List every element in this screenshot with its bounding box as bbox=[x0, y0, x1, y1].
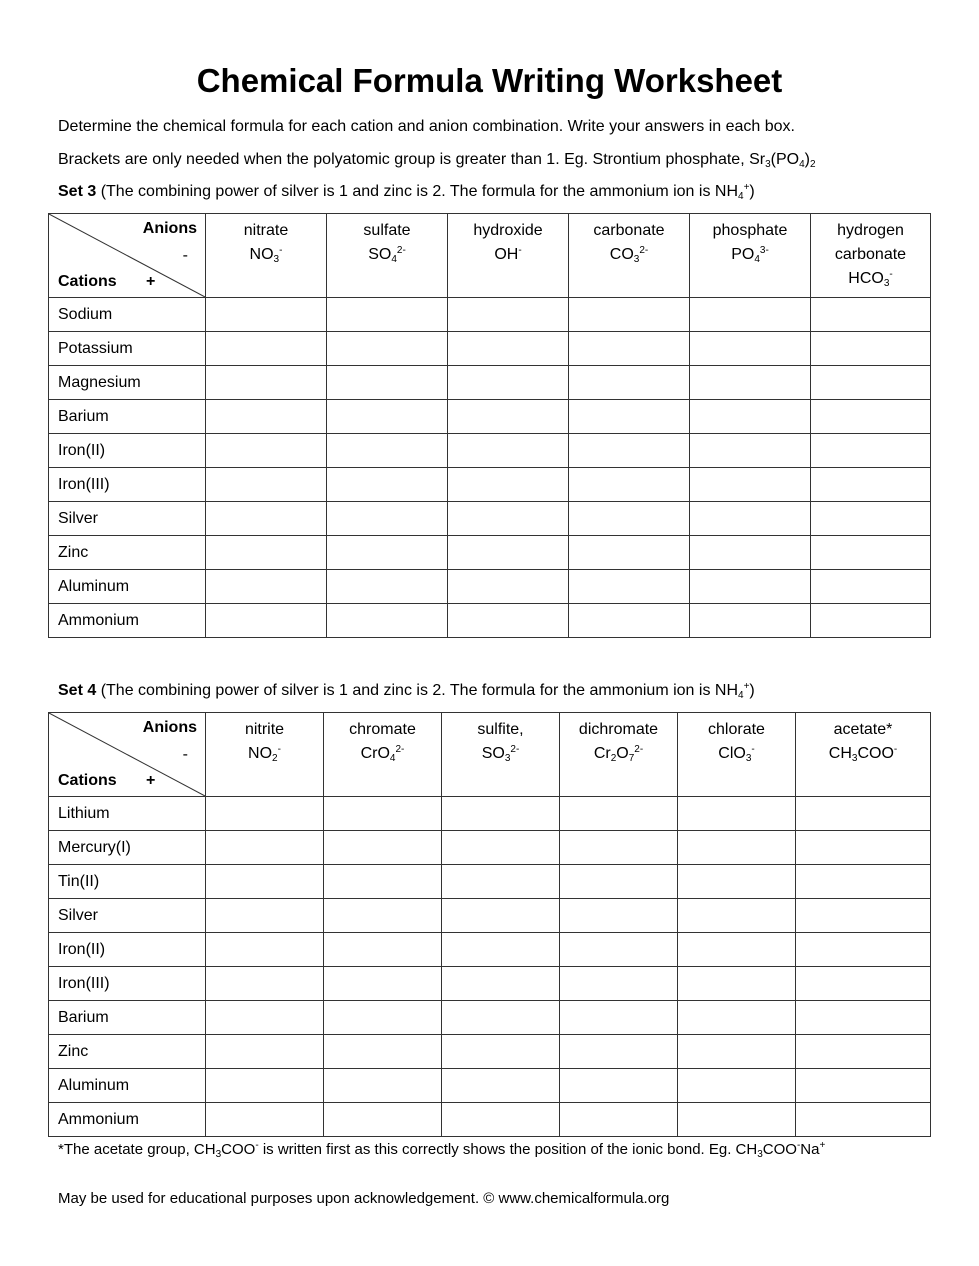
footnote-text: COO bbox=[762, 1141, 797, 1158]
formula-text: SO bbox=[368, 246, 392, 263]
table-row bbox=[49, 502, 931, 536]
anion-header bbox=[442, 713, 560, 797]
table-row bbox=[49, 434, 931, 468]
answer-box[interactable] bbox=[690, 366, 811, 400]
subscript: 4 bbox=[754, 254, 760, 265]
anion-header bbox=[678, 713, 796, 797]
cation-label: Zinc bbox=[49, 536, 206, 570]
set3-note-end: ) bbox=[749, 183, 755, 200]
answer-box[interactable] bbox=[327, 298, 448, 332]
answer-box[interactable] bbox=[690, 332, 811, 366]
answer-box[interactable] bbox=[811, 400, 931, 434]
charge-superscript: 3- bbox=[759, 245, 769, 256]
acetate-footnote bbox=[58, 1140, 825, 1160]
answer-box[interactable] bbox=[206, 865, 324, 899]
answer-box[interactable] bbox=[327, 434, 448, 468]
anion-formula bbox=[324, 742, 441, 766]
answer-box[interactable] bbox=[796, 899, 931, 933]
subscript: 2 bbox=[272, 753, 278, 764]
superscript: + bbox=[819, 1140, 826, 1151]
anion-formula bbox=[678, 742, 795, 766]
answer-box[interactable] bbox=[796, 797, 931, 831]
cation-label: Tin(II) bbox=[49, 865, 206, 899]
answer-box[interactable] bbox=[206, 1069, 324, 1103]
table-row bbox=[49, 298, 931, 332]
answer-box[interactable] bbox=[327, 570, 448, 604]
answer-box[interactable] bbox=[324, 967, 442, 1001]
answer-box[interactable] bbox=[560, 1069, 678, 1103]
formula-text: CrO bbox=[360, 745, 390, 762]
answer-box[interactable] bbox=[560, 933, 678, 967]
answer-box[interactable] bbox=[796, 831, 931, 865]
footnote-text: COO bbox=[221, 1141, 256, 1158]
answer-box[interactable] bbox=[569, 400, 690, 434]
answer-box[interactable] bbox=[206, 468, 327, 502]
answer-box[interactable] bbox=[327, 400, 448, 434]
answer-box[interactable] bbox=[448, 332, 569, 366]
charge-superscript: 2- bbox=[510, 744, 520, 755]
anion-header bbox=[324, 713, 442, 797]
answer-box[interactable] bbox=[678, 899, 796, 933]
answer-box[interactable] bbox=[690, 604, 811, 638]
charge-superscript: - bbox=[277, 744, 281, 755]
answer-box[interactable] bbox=[324, 1103, 442, 1137]
anion-name: sulfate bbox=[363, 222, 411, 239]
answer-box[interactable] bbox=[324, 831, 442, 865]
answer-box[interactable] bbox=[690, 400, 811, 434]
anion-name: sulfite, bbox=[477, 721, 524, 738]
table-row bbox=[49, 1035, 931, 1069]
answer-box[interactable] bbox=[324, 1035, 442, 1069]
answer-box[interactable] bbox=[206, 1103, 324, 1137]
anion-name: chromate bbox=[349, 721, 416, 738]
anion-header bbox=[327, 214, 448, 298]
set4-note: (The combining power of silver is 1 and zinc is 2. The formula for the ammonium ion is NH bbox=[96, 682, 738, 699]
answer-box[interactable] bbox=[206, 298, 327, 332]
answer-box[interactable] bbox=[327, 536, 448, 570]
answer-box[interactable] bbox=[442, 1035, 560, 1069]
cation-label: Barium bbox=[49, 400, 206, 434]
anion-name: hydroxide bbox=[473, 222, 543, 239]
answer-box[interactable] bbox=[796, 865, 931, 899]
anions-heading: Anions bbox=[142, 719, 197, 736]
answer-box[interactable] bbox=[690, 570, 811, 604]
answer-box[interactable] bbox=[442, 1103, 560, 1137]
answer-box[interactable] bbox=[811, 570, 931, 604]
answer-box[interactable] bbox=[448, 400, 569, 434]
answer-box[interactable] bbox=[811, 604, 931, 638]
answer-box[interactable] bbox=[678, 797, 796, 831]
answer-box[interactable] bbox=[327, 502, 448, 536]
cation-label: Iron(III) bbox=[49, 967, 206, 1001]
answer-box[interactable] bbox=[206, 967, 324, 1001]
answer-box[interactable] bbox=[678, 831, 796, 865]
subscript: 2 bbox=[610, 753, 617, 764]
answer-box[interactable] bbox=[569, 332, 690, 366]
charge-superscript: - bbox=[518, 245, 522, 256]
anion-header bbox=[206, 214, 327, 298]
answer-box[interactable] bbox=[569, 604, 690, 638]
subscript: 4 bbox=[738, 690, 744, 701]
cation-label: Sodium bbox=[49, 298, 206, 332]
page-title: Chemical Formula Writing Worksheet bbox=[196, 62, 783, 99]
answer-box[interactable] bbox=[796, 1035, 931, 1069]
answer-box[interactable] bbox=[569, 366, 690, 400]
instructions-line-1: Determine the chemical formula for each cation and anion combination. Write your answers in each box. bbox=[58, 118, 795, 135]
anion-formula bbox=[206, 742, 323, 766]
table-row bbox=[49, 1069, 931, 1103]
answer-box[interactable] bbox=[560, 967, 678, 1001]
anion-formula bbox=[811, 267, 930, 291]
table-row bbox=[49, 831, 931, 865]
set3-heading bbox=[58, 182, 755, 202]
answer-box[interactable] bbox=[560, 797, 678, 831]
answer-box[interactable] bbox=[560, 865, 678, 899]
cation-label: Ammonium bbox=[49, 1103, 206, 1137]
answer-box[interactable] bbox=[324, 1001, 442, 1035]
answer-box[interactable] bbox=[811, 502, 931, 536]
instructions-line-2-text: Brackets are only needed when the polyatomic group is greater than 1. Eg. Strontium phosphate, Sr bbox=[58, 151, 766, 168]
copyright-footer: May be used for educational purposes upon acknowledgement. © www.chemicalformula.org bbox=[58, 1190, 670, 1207]
table-row bbox=[49, 899, 931, 933]
formula-text: (PO bbox=[770, 151, 800, 168]
anion-sign: - bbox=[182, 746, 188, 763]
table-row bbox=[49, 400, 931, 434]
answer-box[interactable] bbox=[448, 604, 569, 638]
answer-box[interactable] bbox=[206, 400, 327, 434]
anion-name: carbonate bbox=[593, 222, 665, 239]
anion-header bbox=[569, 214, 690, 298]
charge-superscript: 2- bbox=[396, 245, 406, 256]
answer-box[interactable] bbox=[811, 468, 931, 502]
answer-box[interactable] bbox=[442, 831, 560, 865]
charge-superscript: - bbox=[889, 269, 893, 280]
answer-box[interactable] bbox=[442, 933, 560, 967]
answer-box[interactable] bbox=[796, 1001, 931, 1035]
answer-box[interactable] bbox=[678, 967, 796, 1001]
answer-box[interactable] bbox=[442, 865, 560, 899]
set4-note-end: ) bbox=[749, 682, 755, 699]
subscript: 7 bbox=[628, 753, 635, 764]
anion-formula bbox=[442, 742, 559, 766]
cation-sign: + bbox=[146, 273, 156, 290]
subscript: 3 bbox=[633, 254, 640, 265]
answer-box[interactable] bbox=[560, 831, 678, 865]
answer-box[interactable] bbox=[206, 899, 324, 933]
subscript: 4 bbox=[799, 159, 805, 170]
answer-box[interactable] bbox=[569, 434, 690, 468]
answer-box[interactable] bbox=[796, 933, 931, 967]
subscript: 3 bbox=[765, 159, 771, 170]
formula-text: O bbox=[616, 745, 629, 762]
table-row bbox=[49, 366, 931, 400]
answer-box[interactable] bbox=[448, 298, 569, 332]
answer-box[interactable] bbox=[811, 434, 931, 468]
footnote-text: is written first as this correctly shows the position of the ionic bond. Eg. CH bbox=[258, 1141, 758, 1158]
answer-box[interactable] bbox=[327, 604, 448, 638]
formula-text: COO bbox=[857, 745, 894, 762]
charge-superscript: 2- bbox=[395, 744, 405, 755]
header-row bbox=[49, 214, 931, 298]
header-row bbox=[49, 713, 931, 797]
footnote-text: Na bbox=[800, 1141, 820, 1158]
anion-sign: - bbox=[182, 247, 188, 264]
cation-label: Silver bbox=[49, 502, 206, 536]
superscript: - bbox=[255, 1140, 259, 1151]
answer-box[interactable] bbox=[448, 366, 569, 400]
answer-box[interactable] bbox=[442, 967, 560, 1001]
subscript: 4 bbox=[389, 753, 396, 764]
set4-label: Set 4 bbox=[58, 682, 97, 699]
table-row bbox=[49, 570, 931, 604]
footnote-text: *The acetate group, CH bbox=[58, 1141, 216, 1158]
answer-box[interactable] bbox=[206, 502, 327, 536]
cation-label: Silver bbox=[49, 899, 206, 933]
anion-header bbox=[448, 214, 569, 298]
cation-sign: + bbox=[146, 772, 156, 789]
charge-superscript: 2- bbox=[639, 245, 649, 256]
answer-box[interactable] bbox=[796, 1103, 931, 1137]
answer-box[interactable] bbox=[448, 536, 569, 570]
answer-box[interactable] bbox=[206, 604, 327, 638]
answer-box[interactable] bbox=[327, 366, 448, 400]
answer-box[interactable] bbox=[678, 865, 796, 899]
cations-heading: Cations bbox=[58, 772, 117, 789]
answer-box[interactable] bbox=[560, 1001, 678, 1035]
answer-box[interactable] bbox=[206, 1035, 324, 1069]
answer-box[interactable] bbox=[442, 1001, 560, 1035]
answer-box[interactable] bbox=[811, 366, 931, 400]
charge-superscript: - bbox=[893, 744, 898, 755]
subscript: 2 bbox=[809, 159, 816, 170]
cation-label: Zinc bbox=[49, 1035, 206, 1069]
subscript: 3 bbox=[745, 753, 752, 764]
anion-name: acetate* bbox=[833, 721, 893, 738]
formula-text: CH bbox=[828, 745, 852, 762]
formula-text: ClO bbox=[718, 745, 746, 762]
set3-label: Set 3 bbox=[58, 183, 97, 200]
anions-heading: Anions bbox=[142, 220, 197, 237]
answer-box[interactable] bbox=[811, 298, 931, 332]
table-row bbox=[49, 1103, 931, 1137]
anion-formula bbox=[569, 243, 689, 267]
formula-text: NO bbox=[249, 246, 274, 263]
superscript: + bbox=[743, 182, 750, 193]
anion-header bbox=[206, 713, 324, 797]
answer-box[interactable] bbox=[560, 1035, 678, 1069]
anion-header bbox=[560, 713, 678, 797]
anion-formula bbox=[690, 243, 810, 267]
subscript: 3 bbox=[273, 254, 280, 265]
table-row bbox=[49, 468, 931, 502]
answer-box[interactable] bbox=[569, 468, 690, 502]
subscript: 3 bbox=[851, 753, 858, 764]
cation-label: Iron(III) bbox=[49, 468, 206, 502]
answer-box[interactable] bbox=[796, 1069, 931, 1103]
formula-text: OH bbox=[494, 246, 519, 263]
table-row bbox=[49, 967, 931, 1001]
anion-name: hydrogen carbonate bbox=[834, 222, 907, 263]
anion-name: phosphate bbox=[712, 222, 788, 239]
anion-formula bbox=[327, 243, 447, 267]
cations-heading: Cations bbox=[58, 273, 117, 290]
answer-box[interactable] bbox=[796, 967, 931, 1001]
cation-label: Magnesium bbox=[49, 366, 206, 400]
cation-label: Iron(II) bbox=[49, 434, 206, 468]
cation-label: Mercury(I) bbox=[49, 831, 206, 865]
set4-table bbox=[48, 712, 931, 1137]
answer-box[interactable] bbox=[569, 570, 690, 604]
answer-box[interactable] bbox=[690, 502, 811, 536]
table-row bbox=[49, 604, 931, 638]
answer-box[interactable] bbox=[690, 468, 811, 502]
anion-name: dichromate bbox=[578, 721, 659, 738]
anion-formula bbox=[206, 243, 326, 267]
answer-box[interactable] bbox=[206, 1001, 324, 1035]
answer-box[interactable] bbox=[811, 332, 931, 366]
answer-box[interactable] bbox=[206, 933, 324, 967]
formula-text: CO bbox=[609, 246, 634, 263]
answer-box[interactable] bbox=[678, 1035, 796, 1069]
anion-name: chlorate bbox=[708, 721, 765, 738]
answer-box[interactable] bbox=[569, 502, 690, 536]
answer-box[interactable] bbox=[560, 1103, 678, 1137]
set4-heading bbox=[58, 681, 755, 701]
corner-cell bbox=[49, 713, 206, 797]
table-row bbox=[49, 536, 931, 570]
answer-box[interactable] bbox=[324, 1069, 442, 1103]
answer-box[interactable] bbox=[569, 298, 690, 332]
answer-box[interactable] bbox=[690, 298, 811, 332]
subscript: 3 bbox=[883, 278, 890, 289]
cation-label: Aluminum bbox=[49, 1069, 206, 1103]
answer-box[interactable] bbox=[560, 899, 678, 933]
cation-label: Aluminum bbox=[49, 570, 206, 604]
answer-box[interactable] bbox=[678, 1103, 796, 1137]
subscript: 4 bbox=[738, 191, 744, 202]
answer-box[interactable] bbox=[678, 1001, 796, 1035]
charge-superscript: - bbox=[751, 744, 755, 755]
answer-box[interactable] bbox=[327, 468, 448, 502]
anion-name: nitrite bbox=[244, 721, 285, 738]
answer-box[interactable] bbox=[448, 468, 569, 502]
answer-box[interactable] bbox=[678, 933, 796, 967]
answer-box[interactable] bbox=[206, 366, 327, 400]
answer-box[interactable] bbox=[324, 933, 442, 967]
answer-box[interactable] bbox=[678, 1069, 796, 1103]
cation-label: Lithium bbox=[49, 797, 206, 831]
formula-text: Cr bbox=[593, 745, 611, 762]
answer-box[interactable] bbox=[690, 536, 811, 570]
formula-text: PO bbox=[731, 246, 755, 263]
cation-label: Ammonium bbox=[49, 604, 206, 638]
subscript: 3 bbox=[215, 1149, 222, 1160]
subscript: 4 bbox=[391, 254, 397, 265]
anion-formula bbox=[448, 243, 568, 267]
answer-box[interactable] bbox=[206, 831, 324, 865]
subscript: 3 bbox=[504, 753, 511, 764]
anion-header bbox=[796, 713, 931, 797]
anion-header bbox=[690, 214, 811, 298]
cation-label: Potassium bbox=[49, 332, 206, 366]
table-row bbox=[49, 865, 931, 899]
table-row bbox=[49, 1001, 931, 1035]
cation-label: Iron(II) bbox=[49, 933, 206, 967]
formula-text: HCO bbox=[848, 270, 884, 287]
table-row bbox=[49, 933, 931, 967]
superscript: - bbox=[796, 1140, 801, 1151]
answer-box[interactable] bbox=[569, 536, 690, 570]
answer-box[interactable] bbox=[690, 434, 811, 468]
answer-box[interactable] bbox=[811, 536, 931, 570]
answer-box[interactable] bbox=[448, 434, 569, 468]
anion-header bbox=[811, 214, 931, 298]
cation-label: Barium bbox=[49, 1001, 206, 1035]
answer-box[interactable] bbox=[327, 332, 448, 366]
answer-box[interactable] bbox=[448, 570, 569, 604]
instructions-line-2 bbox=[58, 150, 816, 170]
formula-text: NO bbox=[248, 745, 273, 762]
answer-box[interactable] bbox=[206, 434, 327, 468]
answer-box[interactable] bbox=[206, 797, 324, 831]
answer-box[interactable] bbox=[442, 899, 560, 933]
anion-formula bbox=[796, 742, 930, 766]
set3-note: (The combining power of silver is 1 and zinc is 2. The formula for the ammonium ion is NH bbox=[96, 183, 738, 200]
subscript: 3 bbox=[757, 1149, 763, 1160]
table-row bbox=[49, 332, 931, 366]
answer-box[interactable] bbox=[448, 502, 569, 536]
answer-box[interactable] bbox=[324, 865, 442, 899]
charge-superscript: 2- bbox=[634, 744, 644, 755]
anion-formula bbox=[560, 742, 677, 766]
table-row bbox=[49, 797, 931, 831]
formula-text: SO bbox=[481, 745, 505, 762]
answer-box[interactable] bbox=[206, 332, 327, 366]
answer-box[interactable] bbox=[442, 797, 560, 831]
answer-box[interactable] bbox=[324, 797, 442, 831]
answer-box[interactable] bbox=[324, 899, 442, 933]
superscript: + bbox=[743, 681, 750, 692]
formula-text: ) bbox=[804, 151, 810, 168]
answer-box[interactable] bbox=[206, 536, 327, 570]
answer-box[interactable] bbox=[442, 1069, 560, 1103]
corner-cell bbox=[49, 214, 206, 298]
set3-table bbox=[48, 213, 931, 638]
answer-box[interactable] bbox=[206, 570, 327, 604]
charge-superscript: - bbox=[279, 245, 283, 256]
anion-name: nitrate bbox=[243, 222, 289, 239]
